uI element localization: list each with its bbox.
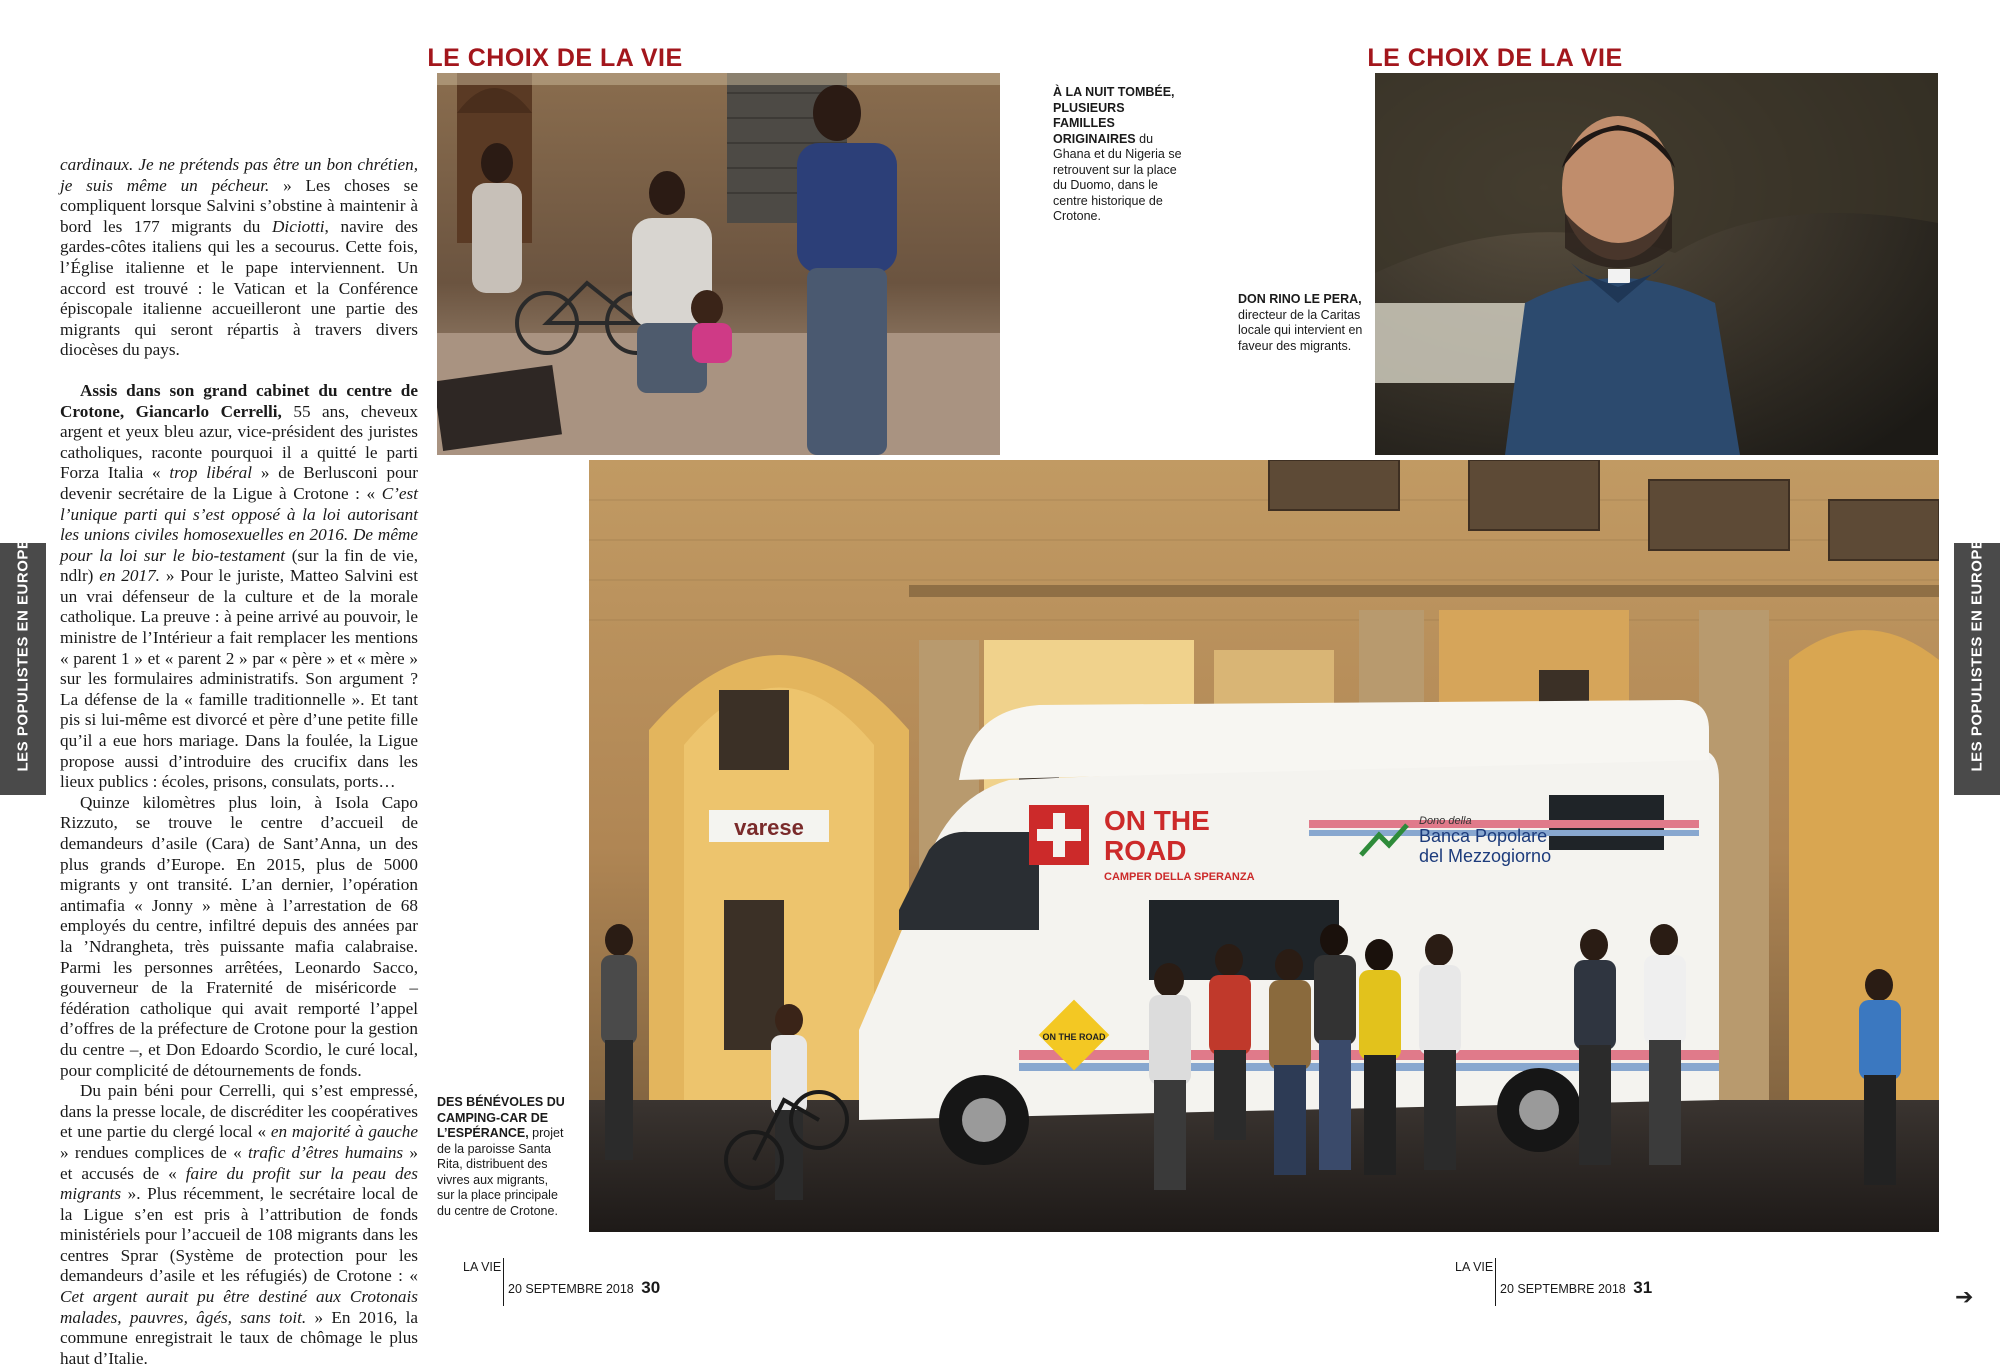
caption-families-bold: À LA NUIT TOMBÉE, PLUSIEURS FAMILLES ORIGINAIRES xyxy=(1053,85,1175,146)
article-text-run: en majorité à gauche xyxy=(270,1122,418,1142)
folio-left-mag: LA VIE xyxy=(463,1260,502,1274)
caption-families xyxy=(1053,85,1183,225)
article-text-run: Diciotti xyxy=(272,216,325,236)
article-text-run: 55 ans, cheveux argent et yeux bleu azur, vice-président des juristes catholiques, raconte pourquoi il a quitté le parti Forza Italia « xyxy=(60,401,418,483)
article-text-run: faire du profit sur la peau des migrants xyxy=(60,1163,418,1204)
article-text-run: (sur la fin de vie, ndlr) xyxy=(60,545,419,586)
right-side-tab-label: LES POPULISTES EN EUROPE xyxy=(1968,538,1986,772)
shop-sign-text: varese xyxy=(734,815,804,840)
article-text-run: , navire des gardes-côtes italiens qui les a secourus. Cette fois, l’Église italienne et le pape interviennent. Un accord est trouvé : le Vatican et la Conférence épiscopale italienne accueilleront une partie des migrants qui seront répartis à travers divers diocèses du pays. xyxy=(60,216,418,360)
article-paragraph xyxy=(60,793,418,1081)
van-logo-line1: ON THE xyxy=(1104,805,1210,836)
caption-volunteers-bold: DES BÉNÉVOLES DU CAMPING-CAR DE L’ESPÉRANCE, xyxy=(437,1095,565,1140)
photo-camping-car xyxy=(589,460,1939,1232)
article-column xyxy=(60,155,418,1369)
folio-right-date xyxy=(1500,1278,1652,1298)
article-text-run: » Pour le juriste, Matteo Salvini est un vrai défenseur de la culture et de la morale catholique. La preuve : à peine arrivé au pouvoir, le ministre de l’Intérieur a fait remplacer les mentions « parent 1 » et « parent 2 » par « père » et « mère » sur les formulaires administratifs. Son argument ? La défense de la « famille traditionnelle ». Et tant pis si lui-même est divorcé et père d’une petite fille qu’il a eue hors mariage. Dans la foulée, la Ligue propose aussi d’introduire des crucifix dans les lieux publics : écoles, prisons, consulats, ports… xyxy=(60,566,418,792)
article-text-run: Assis dans son grand cabinet du centre de Crotone, Giancarlo Cerrelli, xyxy=(60,380,418,421)
folio-right-divider xyxy=(1495,1258,1496,1306)
folio-right-date-text: 20 SEPTEMBRE 2018 xyxy=(1500,1282,1626,1296)
folio-right-mag: LA VIE xyxy=(1455,1260,1494,1274)
article-text-run: » rendues complices de « xyxy=(60,1142,248,1162)
article-text-run: en 2017. xyxy=(99,566,160,586)
caption-priest xyxy=(1238,292,1368,354)
article-paragraph xyxy=(60,381,418,793)
caption-priest-bold: DON RINO LE PERA, xyxy=(1238,292,1362,306)
bank-line1: Banca Popolare xyxy=(1419,826,1548,846)
page-number-right: 31 xyxy=(1633,1278,1653,1297)
article-paragraph xyxy=(60,1081,418,1369)
caption-families-rest: du Ghana et du Nigeria se retrouvent sur la place du Duomo, dans le centre historique de Crotone. xyxy=(1053,131,1182,223)
folio-left-date xyxy=(508,1278,660,1298)
article-text-run: Du pain béni pour Cerrelli, qui s’est empressé, dans la presse locale, de discréditer les coopératives et une partie du clergé local « xyxy=(60,1081,418,1142)
article-text-run: » En 2016, la commune enregistrait le taux de chômage le plus haut d’Italie. xyxy=(60,1307,418,1368)
left-kicker: LE CHOIX DE LA VIE xyxy=(427,44,683,72)
caption-volunteers xyxy=(437,1095,567,1219)
bank-line2: del Mezzogiorno xyxy=(1419,846,1552,866)
right-kicker: LE CHOIX DE LA VIE xyxy=(1367,44,1623,72)
article-text-run: Cet argent aurait pu être destiné aux Crotonais malades, pauvres, âgés, sans toit. xyxy=(60,1287,418,1327)
article-text-run: » et accusés de « xyxy=(60,1142,419,1183)
article-paragraph xyxy=(60,155,418,361)
folio-left-divider xyxy=(503,1258,504,1306)
article-text-run: cardinaux. Je ne prétends pas être un bon chrétien, je suis même un pécheur. xyxy=(60,155,418,195)
photo-family-square xyxy=(437,73,1000,455)
article-text-run: trop libéral xyxy=(169,463,253,483)
page-number-left: 30 xyxy=(641,1278,661,1297)
left-side-tab-label: LES POPULISTES EN EUROPE xyxy=(14,538,32,772)
van-logo-sub: CAMPER DELLA SPERANZA xyxy=(1104,871,1255,883)
article-text-run: C’est l’unique parti qui s’est opposé à la loi autorisant les unions civiles homosexuelles en 2016. De même pour la loi sur le bio-testament xyxy=(60,483,418,565)
van-logo-line2: ROAD xyxy=(1104,835,1187,866)
next-page-arrow-icon[interactable]: ➔ xyxy=(1955,1285,1974,1310)
caption-volunteers-rest: projet de la paroisse Santa Rita, distribuent des vivres aux migrants, sur la place principale du centre de Crotone. xyxy=(437,1126,564,1218)
article-text-run: trafic d’êtres humains xyxy=(247,1142,404,1162)
caption-priest-rest: directeur de la Caritas locale qui intervient en faveur des migrants. xyxy=(1238,307,1363,353)
left-side-tab xyxy=(0,538,46,795)
article-text-run: » de Berlusconi pour devenir secrétaire de la Ligue à Crotone : « xyxy=(60,463,418,503)
folio-left-date-text: 20 SEPTEMBRE 2018 xyxy=(508,1282,634,1296)
article-text-run: Quinze kilomètres plus loin, à Isola Capo Rizzuto, se trouve le centre d’accueil de demandeurs d’asile (Cara) de Sant’Anna, un des plus grands d’Europe. En 2015, plus de 5000 migrants y ont transité. L’an dernier, l’opération antimafia « Jonny » mène à l’arrestation de 68 employés du centre, infiltré depuis des années par la ’Ndrangheta, très puissante mafia calabraise. Parmi les personnes arrêtées, Leonardo Sacco, gouverneur de la Fraternité de miséricorde – fédération catholique qui avait remporté l’appel d’offres de la préfecture de Crotone pour la gestion du centre –, et Don Edoardo Scordio, le curé local, pour complicité de détournements de fonds. xyxy=(60,792,418,1080)
photo-priest xyxy=(1375,73,1938,455)
bank-small-text: Dono della xyxy=(1419,815,1472,827)
article-text-run: ». Plus récemment, le secrétaire local de la Ligue s’en est pris à l’attribution de fonds ministériels pour l’accueil de 108 migrants dans les centres Sprar (Système de protection pour les demandeurs d’asile et les réfugiés) de Crotone : « xyxy=(60,1184,418,1286)
article-text-run: » Les choses se compliquent lorsque Salvini s’obstine à maintenir à bord les 177 migrants du xyxy=(60,175,418,236)
sticker-text: ON THE ROAD xyxy=(1042,1032,1106,1042)
right-side-tab xyxy=(1954,538,2000,795)
